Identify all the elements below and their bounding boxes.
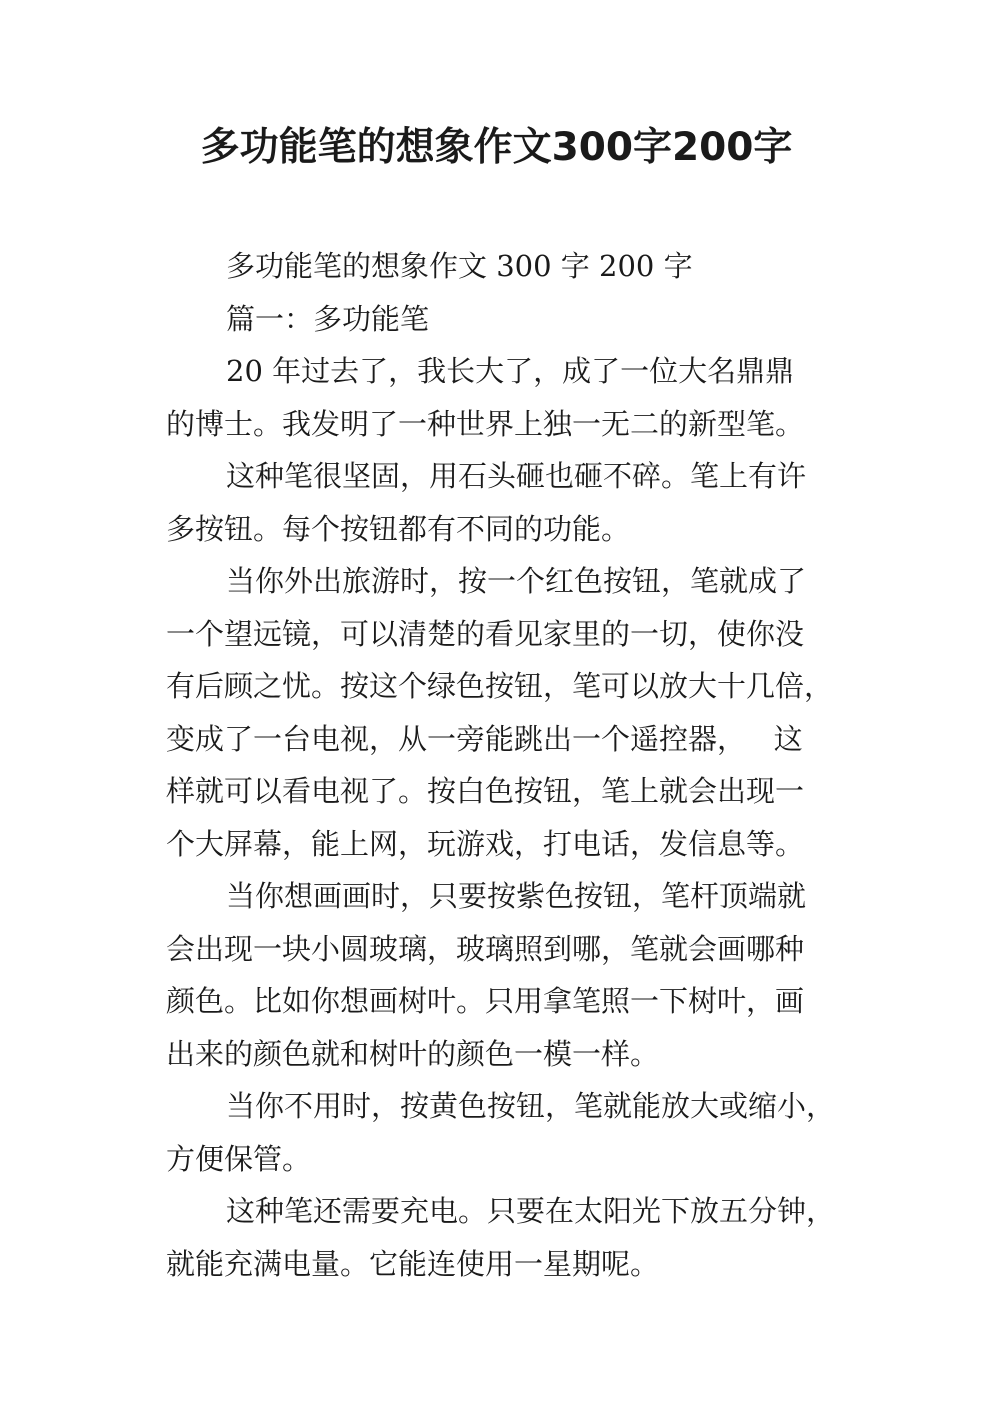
body-line: 这种笔还需要充电。只要在太阳光下放五分钟， xyxy=(226,1194,836,1228)
body-line: 的博士。我发明了一种世界上独一无二的新型笔。 xyxy=(166,406,805,441)
document-title: 多功能笔的想象作文300字200字 xyxy=(200,125,793,170)
body-line: 当你想画画时，只要按紫色按钮，笔杆顶端就 xyxy=(226,879,807,913)
body-line: 多按钮。每个按钮都有不同的功能。 xyxy=(166,511,631,546)
body-line: 有后顾之忧。按这个绿色按钮，笔可以放大十几倍， xyxy=(166,669,834,703)
body-line: 会出现一块小圆玻璃，玻璃照到哪，笔就会画哪种 xyxy=(166,931,805,966)
body-line: 一个望远镜，可以清楚的看见家里的一切，使你没 xyxy=(166,616,805,651)
body-line: 方便保管。 xyxy=(166,1141,312,1176)
body-line: 变成了一台电视，从一旁能跳出一个遥控器， 这 xyxy=(166,721,803,756)
document-body xyxy=(166,240,836,1290)
body-line: 当你不用时，按黄色按钮，笔就能放大或缩小， xyxy=(226,1089,836,1123)
body-line: 20 年过去了，我长大了，成了一位大名鼎鼎 xyxy=(226,354,795,388)
body-line: 出来的颜色就和树叶的颜色一模一样。 xyxy=(166,1036,660,1071)
body-line-subtitle: 多功能笔的想象作文 300 字 200 字 xyxy=(226,249,693,283)
body-line: 样就可以看电视了。按白色按钮，笔上就会出现一 xyxy=(166,774,805,808)
body-line: 当你外出旅游时，按一个红色按钮，笔就成了 xyxy=(226,564,807,598)
body-line: 就能充满电量。它能连使用一星期呢。 xyxy=(166,1246,660,1281)
body-line-section-heading: 篇一：多功能笔 xyxy=(226,301,430,336)
body-line: 这种笔很坚固，用石头砸也砸不碎。笔上有许 xyxy=(226,459,807,493)
body-line: 颜色。比如你想画树叶。只用拿笔照一下树叶，画 xyxy=(166,984,805,1018)
body-line: 个大屏幕，能上网，玩游戏，打电话，发信息等。 xyxy=(166,826,805,861)
